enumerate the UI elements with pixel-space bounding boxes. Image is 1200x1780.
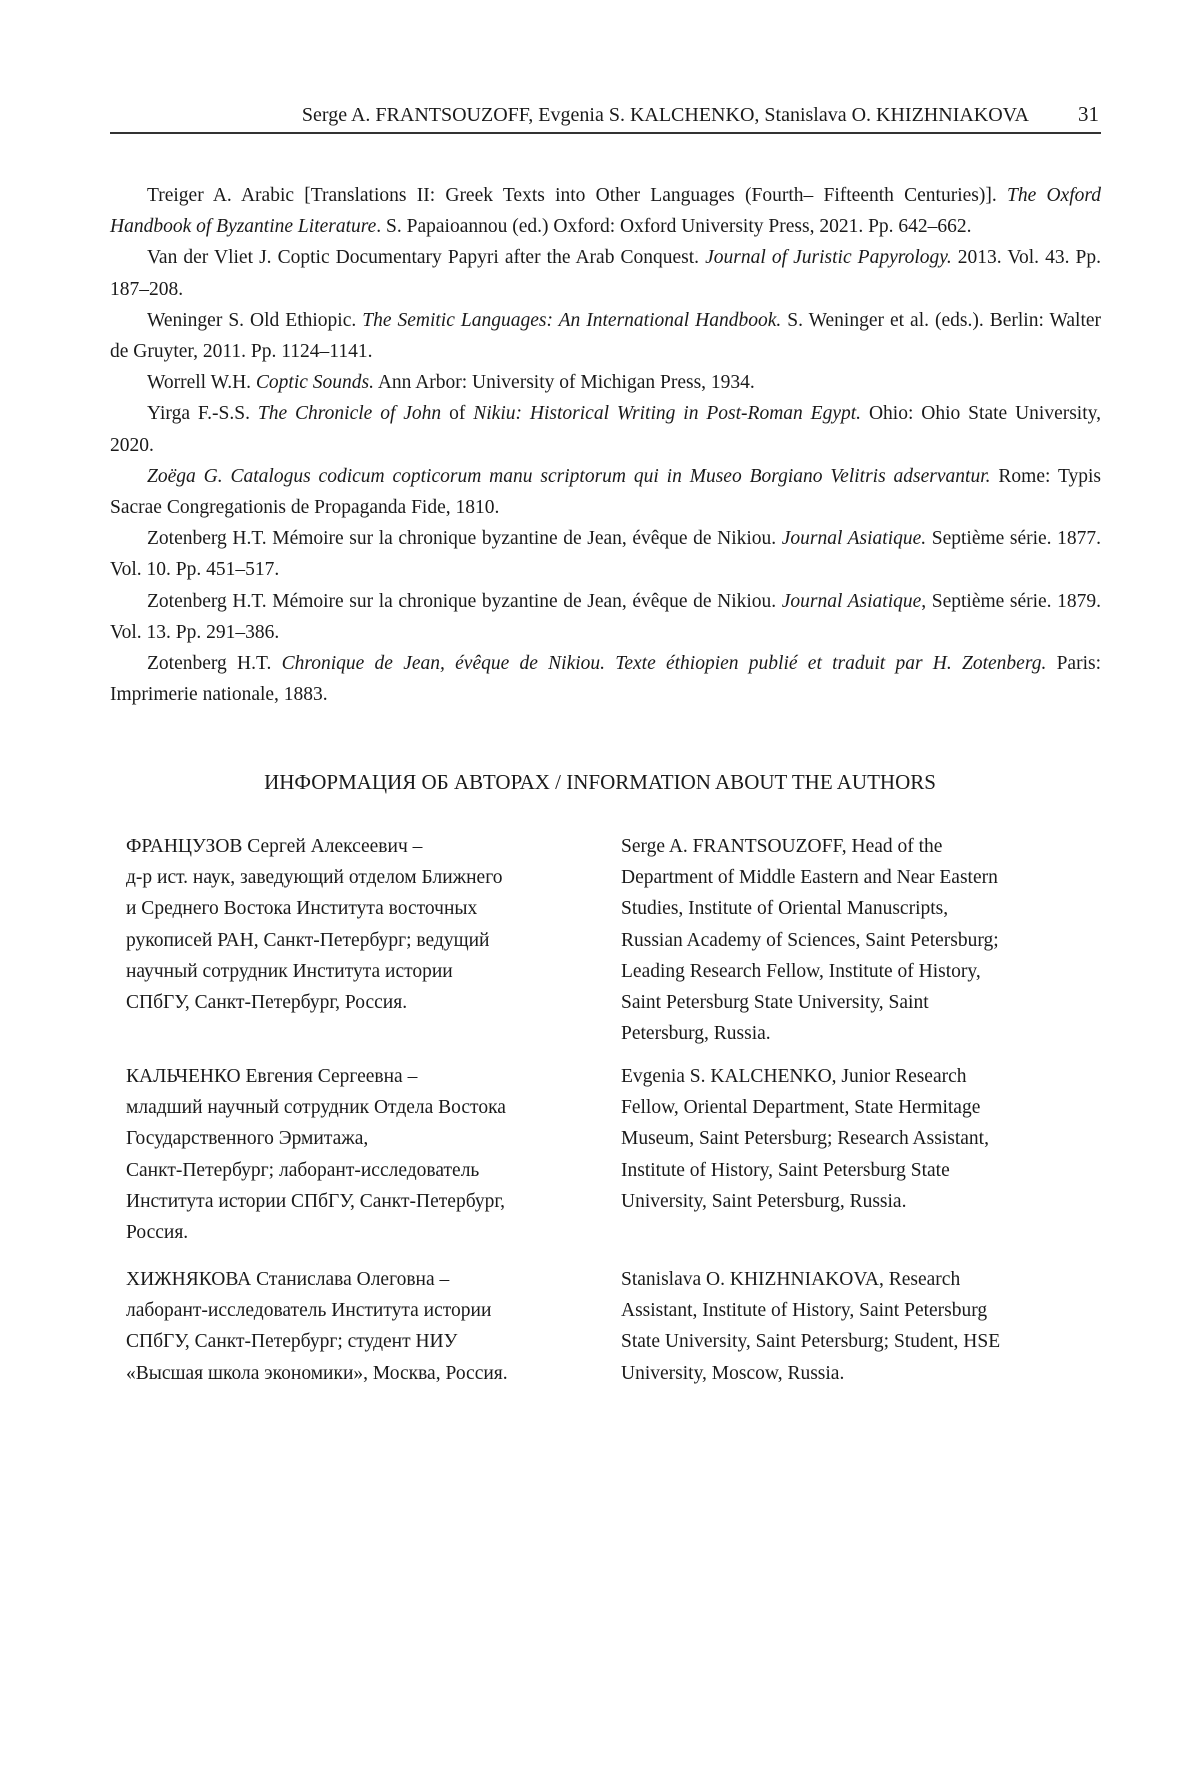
author-info-line: Russian Academy of Sciences, Saint Petersburg; [621, 929, 999, 951]
author-info-line: Государственного Эрмитажа, [126, 1128, 369, 1150]
author-info-line: младший научный сотрудник Отдела Востока [126, 1097, 506, 1119]
reference-text: Treiger A. Arabic [Translations II: Greek Texts into Other Languages (Fourth– Fifteenth Centuries)]. [147, 185, 1007, 206]
reference-text: , Septième série. 1879. Vol. 13. Pp. 291–386. [110, 590, 1102, 643]
author-info-line: СПбГУ, Санкт-Петербург; студент НИУ [126, 1331, 458, 1353]
reference-italic-text: Zoëga G. Catalogus codicum copticorum manu scriptorum qui in Museo Borgiano Velitris adservantur. [147, 465, 991, 487]
author-info-line: Department of Middle Eastern and Near Eastern [621, 867, 998, 889]
reference-italic-text: Coptic Sounds. [255, 372, 375, 394]
reference-item [110, 586, 1101, 648]
author-info-line: ФРАНЦУЗОВ Сергей Алексеевич – [126, 836, 423, 857]
author-info-line: Saint Petersburg State University, Saint [621, 992, 929, 1014]
reference-italic-text: Journal Asiatique [781, 590, 922, 612]
author-info-line: лаборант-исследователь Института истории [126, 1300, 492, 1322]
author-info-line: Studies, Institute of Oriental Manuscripts, [621, 898, 949, 920]
author-info-line: Россия. [126, 1222, 189, 1244]
reference-item [110, 242, 1101, 304]
reference-text: 2013. Vol. 43. Pp. 187–208. [110, 247, 1101, 300]
reference-text: Van der Vliet J. Coptic Documentary Papyri after the Arab Conquest. [147, 247, 706, 269]
page-number: 31 [1078, 102, 1099, 126]
reference-text: Septième série. 1877. Vol. 10. Pp. 451–517. [110, 528, 1102, 581]
reference-list [110, 180, 1101, 710]
author-info-line: КАЛЬЧЕНКО Евгения Сергеевна – [126, 1066, 418, 1087]
header-authors: Serge A. FRANTSOUZOFF, Evgenia S. KALCHENKO, Stanislava O. KHIZHNIAKOVA [301, 104, 1029, 126]
author-1-ru [126, 831, 502, 1018]
author-info-line: и Среднего Востока Института восточных [126, 898, 478, 920]
reference-item [110, 305, 1101, 367]
author-info-line: Leading Research Fellow, Institute of History, [621, 960, 981, 982]
author-info-line: Petersburg, Russia. [621, 1023, 771, 1045]
reference-item [110, 648, 1101, 710]
running-header [110, 100, 1101, 134]
author-info-line: научный сотрудник Института истории [126, 960, 453, 982]
reference-italic-text: The Chronicle of John [257, 403, 442, 425]
author-info-line: University, Saint Petersburg, Russia. [621, 1190, 907, 1212]
reference-text: Weninger S. Old Ethiopic. [147, 309, 363, 331]
author-2-en [621, 1061, 989, 1217]
reference-text: Ann Arbor: University of Michigan Press, 1934. [374, 372, 755, 394]
author-info-line: рукописей РАН, Санкт-Петербург; ведущий [126, 929, 490, 951]
author-info-line: University, Moscow, Russia. [621, 1362, 845, 1384]
reference-text: Worrell W.H. [147, 372, 256, 394]
author-info-line: ХИЖНЯКОВА Станислава Олеговна – [126, 1269, 450, 1290]
author-info-line: Serge A. FRANTSOUZOFF, Head of the [621, 836, 943, 857]
authors-section-title: ИНФОРМАЦИЯ ОБ АВТОРАХ / INFORMATION ABOUT THE AUTHORS [264, 770, 936, 794]
reference-item [110, 523, 1101, 585]
reference-text: Paris: Imprimerie nationale, 1883. [110, 653, 1101, 706]
author-1-en [621, 831, 999, 1049]
reference-text: . S. Papaioannou (ed.) Oxford: Oxford University Press, 2021. Pp. 642–662. [376, 216, 972, 238]
author-info-line: Museum, Saint Petersburg; Research Assistant, [621, 1128, 989, 1150]
reference-text: of [441, 403, 474, 425]
reference-italic-text: The Oxford Handbook of Byzantine Literature [110, 185, 1101, 238]
author-info-line: СПбГУ, Санкт-Петербург, Россия. [126, 992, 408, 1014]
reference-italic-text: Chronique de Jean, évêque de Nikiou. Texte éthiopien publié et traduit par H. Zotenberg. [281, 653, 1047, 675]
author-3-en [621, 1264, 1000, 1389]
reference-text: Zotenberg H.T. Mémoire sur la chronique byzantine de Jean, évêque de Nikiou. [147, 590, 782, 612]
reference-italic-text: Nikiu: Historical Writing in Post-Roman Egypt. [473, 403, 862, 425]
reference-italic-text: The Semitic Languages: An International Handbook. [362, 309, 782, 331]
reference-italic-text: Journal Asiatique. [781, 528, 927, 550]
author-info-line: Санкт-Петербург; лаборант-исследователь [126, 1159, 480, 1181]
author-info-line: «Высшая школа экономики», Москва, Россия. [126, 1362, 508, 1384]
reference-text: Rome: Typis Sacrae Congregationis de Propaganda Fide, 1810. [110, 465, 1101, 519]
reference-item [110, 367, 1101, 398]
author-info-line: Evgenia S. KALCHENKO, Junior Research [621, 1066, 967, 1087]
reference-text: Zotenberg H.T. Mémoire sur la chronique byzantine de Jean, évêque de Nikiou. [147, 528, 782, 550]
reference-text: Yirga F.-S.S. [147, 403, 258, 425]
author-info-line: д-р ист. наук, заведующий отделом Ближнего [126, 867, 503, 889]
reference-text: Ohio: Ohio State University, 2020. [110, 403, 1102, 456]
author-info-line: Assistant, Institute of History, Saint Petersburg [621, 1300, 988, 1322]
author-info-line: Fellow, Oriental Department, State Hermitage [621, 1097, 981, 1119]
reference-item [110, 461, 1101, 523]
author-3-ru [126, 1264, 508, 1389]
author-info-line: Stanislava O. KHIZHNIAKOVA, Research [621, 1269, 961, 1290]
author-info-line: Института истории СПбГУ, Санкт-Петербург, [126, 1190, 506, 1212]
reference-text: Zotenberg H.T. [147, 653, 282, 675]
reference-text: S. Weninger et al. (eds.). Berlin: Walter de Gruyter, 2011. Pp. 1124–1141. [110, 309, 1102, 363]
author-info-line: State University, Saint Petersburg; Student, HSE [621, 1331, 1001, 1353]
reference-item [110, 398, 1101, 460]
author-info-line: Institute of History, Saint Petersburg State [621, 1159, 950, 1181]
reference-item [110, 180, 1101, 242]
reference-italic-text: Journal of Juristic Papyrology. [705, 247, 952, 269]
author-2-ru [126, 1061, 506, 1248]
